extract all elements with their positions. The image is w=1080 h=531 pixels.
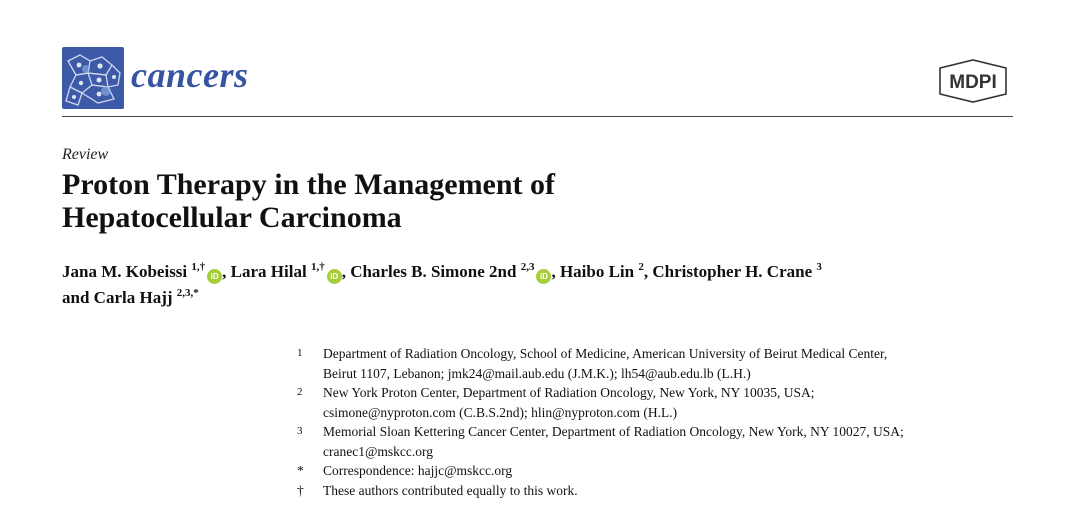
author-affiliation: 1,† (191, 261, 206, 273)
affiliation-mark: 2 (297, 386, 303, 398)
affiliation-mark: * (297, 463, 304, 478)
publisher-logo (934, 58, 1012, 104)
title-line-2: Hepatocellular Carcinoma (62, 201, 402, 234)
orcid-icon[interactable]: iD (327, 269, 342, 284)
author-name[interactable]: Charles B. Simone 2nd (350, 262, 517, 281)
header-divider (62, 116, 1013, 117)
author-name[interactable]: Carla Hajj (93, 288, 173, 307)
affiliations (297, 344, 1057, 500)
author-name[interactable]: Lara Hilal (230, 262, 307, 281)
affiliation-item (297, 344, 1057, 383)
author-affiliation: 3 (816, 261, 822, 273)
affiliation-text: cranec1@mskcc.org (323, 443, 434, 459)
correspondence-text: Correspondence: hajjc@mskcc.org (323, 463, 513, 478)
affiliation-text: csimone@nyproton.com (C.B.S.2nd); hlin@nyproton.com (H.L.) (323, 404, 678, 420)
affiliation-text: Memorial Sloan Kettering Cancer Center, Department of Radiation Oncology, New York, NY 10027, USA; (323, 424, 904, 439)
publisher-name: MDPI (949, 72, 997, 93)
equal-contribution-text: These authors contributed equally to this work. (323, 482, 578, 498)
journal-logo-icon (62, 47, 124, 109)
article-title (62, 168, 762, 234)
author-name[interactable]: Christopher H. Crane (652, 262, 813, 281)
author-affiliation: 2,3 (520, 261, 535, 273)
correspondence-item (297, 461, 1057, 481)
orcid-icon[interactable]: iD (536, 269, 551, 284)
author-name[interactable]: Jana M. Kobeissi (62, 262, 188, 281)
affiliation-item (297, 422, 1057, 461)
author-affiliation: 1,† (310, 261, 325, 273)
affiliation-mark: 3 (297, 425, 303, 437)
title-line-1: Proton Therapy in the Management of (62, 168, 556, 201)
affiliation-text: Beirut 1107, Lebanon; jmk24@mail.aub.edu (J.M.K.); lh54@aub.edu.lb (L.H.) (323, 365, 751, 381)
affiliation-text: New York Proton Center, Department of Radiation Oncology, New York, NY 10035, USA; (323, 385, 815, 400)
equal-contribution-note (297, 481, 1057, 501)
affiliation-text: Department of Radiation Oncology, School of Medicine, American University of Beirut Medical Center, (323, 346, 888, 361)
journal-name: cancers (131, 55, 249, 95)
author-list (62, 259, 1022, 311)
article-type: Review (62, 146, 109, 163)
author-line-2 (62, 285, 1022, 311)
affiliation-item (297, 383, 1057, 422)
author-affiliation: 2 (638, 261, 644, 273)
author-line-1: Jana M. Kobeissi $^{1,\dagger}$iD , Lara Hilal $^{1,\dagger}$iD , Charles B. Simone 2nd $^{2,3}$iD , Haibo Lin $^2$, Christopher H. Crane $^3$ (62, 259, 1022, 285)
affiliation-mark: 1 (297, 347, 303, 359)
author-affiliation: 2,3,* (176, 287, 199, 299)
author-name[interactable]: Haibo Lin (559, 262, 635, 281)
orcid-icon[interactable]: iD (207, 269, 222, 284)
affiliation-mark: † (297, 482, 304, 498)
author-conjunction: and (62, 288, 90, 307)
